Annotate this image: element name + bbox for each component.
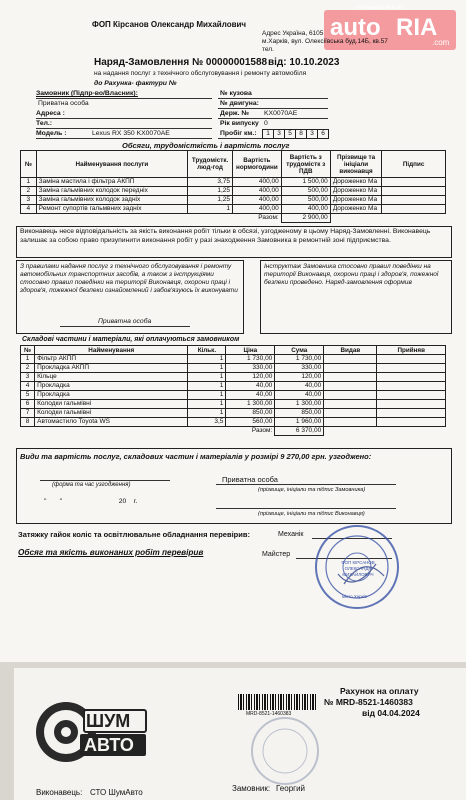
mileage-digit: 3 (274, 130, 285, 139)
part-qty: 1 (188, 364, 226, 373)
services-total-row (21, 214, 446, 223)
service-cost: 500,00 (281, 196, 330, 205)
company-address-2: м.Харків, вул. Олексіївська буд.14Б, кв.57 (262, 38, 388, 45)
service-rate: 400,00 (232, 178, 281, 187)
service-num: 4 (21, 205, 37, 214)
wheels-check-text: Затяжку гайок коліс та освітлювальне обладнання перевірив: (18, 530, 250, 539)
services-total-label: Разом: (258, 214, 279, 222)
body-number-label: № кузова (220, 90, 252, 97)
service-cost: 1 500,00 (281, 178, 330, 187)
order-subtitle: на надання послуг з технічного обслуговування і ремонту автомобіля (94, 70, 307, 77)
executor-value: СТО ШумАвто (90, 788, 143, 797)
mileage-digit: 8 (296, 130, 307, 139)
service-name: Заміна мастила і фільтра АКПП (36, 178, 187, 187)
rules-signer: Приватна особа (98, 318, 152, 325)
watermark-caption: Фотографии Auto.ria (356, 5, 404, 11)
part-sum: 850,00 (275, 409, 324, 418)
table-row (21, 205, 446, 214)
company-name: ФОП Кірсанов Олександр Михайлович (92, 20, 247, 29)
rules-text: З правилами надання послуг з технічного обслуговування і ремонту автомобільних транспортних засобів, а також з інструкціями стосовно правил поведінки на території Виконавця, охорони праці і здоров'я, пожежної безпеки ознайомлений і забов'язуюсь їх виконувати (20, 263, 238, 294)
part-price: 120,00 (226, 373, 275, 382)
part-name: Колодки гальмівні (35, 400, 188, 409)
part-qty: 1 (188, 400, 226, 409)
mileage-digit: 1 (263, 130, 274, 139)
part-sum: 40,00 (275, 391, 324, 400)
watermark-brand-ria: RIA (396, 14, 438, 41)
logo-bottom-text: АВТО (84, 735, 134, 755)
part-qty: 1 (188, 382, 226, 391)
service-hours: 3,75 (188, 178, 233, 187)
model-value: Lexus RX 350 KX0070AE (92, 130, 170, 137)
services-col-cost: Вартість з трудомістк з ПДВ (281, 151, 330, 178)
part-qty: 1 (188, 373, 226, 382)
parts-col-sum: Сума (275, 346, 324, 355)
table-row (21, 418, 446, 427)
table-row (21, 196, 446, 205)
part-name: Колодки гальмівні (35, 409, 188, 418)
order-title: Наряд-Замовлення № 00000001588 (94, 57, 268, 68)
service-cost: 400,00 (281, 205, 330, 214)
service-rate: 400,00 (232, 205, 281, 214)
services-col-num: № (21, 151, 37, 178)
customer-value: Приватна особа (38, 100, 89, 107)
part-name: Фільтр АКПП (35, 355, 188, 364)
parts-col-qty: Кільк. (188, 346, 226, 355)
services-col-sign: Підпис (382, 151, 446, 178)
parts-total-row (21, 427, 446, 436)
model-label: Модель : (36, 130, 67, 137)
service-name: Заміна гальмівних колодок передніх (36, 187, 187, 196)
invoice-document (14, 668, 466, 800)
part-qty: 3,5 (188, 418, 226, 427)
part-num: 4 (21, 382, 35, 391)
year-label: Рік випуску (220, 120, 259, 127)
service-num: 3 (21, 196, 37, 205)
mileage-label: Пробіг км.: (220, 130, 257, 137)
part-num: 7 (21, 409, 35, 418)
agreement-signer-hint: (прізвище, ініціали та підпис Замовника) (258, 487, 366, 493)
quality-check-text: Обсяг та якість виконаних робіт перевірив (18, 548, 204, 557)
part-sum: 40,00 (275, 382, 324, 391)
instruction-text: Інструктаж Замовника стосовно правил поведінки на території Виконавця, охорони праці і здоров'я, пожежної безпеки проведено. Наряд-замовлення оформив (264, 263, 439, 286)
services-section-title: Обсяги, трудомісткість і вартість послуг (122, 141, 290, 150)
parts-col-price: Ціна (226, 346, 275, 355)
master-label: Майстер (262, 551, 291, 558)
invoice-number: № MRD-8521-1460383 (324, 697, 413, 707)
service-worker: Дороженко Ма (330, 205, 381, 214)
part-price: 560,00 (226, 418, 275, 427)
part-name: Прокладка (35, 382, 188, 391)
invoice-stamp-icon (250, 716, 320, 786)
part-num: 6 (21, 400, 35, 409)
table-row (21, 400, 446, 409)
part-name: Кільце (35, 373, 188, 382)
parts-section-title: Складові частини і матеріали, які оплачуються замовником (22, 336, 240, 343)
logo-top-text: ШУМ (86, 711, 131, 731)
mileage-digits (262, 129, 329, 139)
company-address-1: Адрес Україна, 6105 (262, 30, 324, 37)
service-sign (382, 187, 446, 196)
parts-col-num: № (21, 346, 35, 355)
notice-text: Виконавець несе відповідальність за якість виконання робіт тільки в обсязі, узгодженому в цьому Наряд-Замовленні. Виконавець залишає за собою право призупинити виконання робіт у разі знаходження Замовника в ремонтній зоні підприємства. (20, 228, 431, 244)
part-price: 1 730,00 (226, 355, 275, 364)
parts-col-name: Найменування (35, 346, 188, 355)
part-price: 850,00 (226, 409, 275, 418)
agreement-date-line: " " 20 г. (44, 498, 138, 505)
part-sum: 1 960,00 (275, 418, 324, 427)
service-sign (382, 205, 446, 214)
invoice-date: від 04.04.2024 (362, 708, 420, 718)
customer-invoice-label: Замовник: (232, 784, 271, 793)
customer-invoice-value: Георгий (276, 784, 305, 793)
service-hours: 1,25 (188, 187, 233, 196)
service-num: 1 (21, 178, 37, 187)
part-num: 2 (21, 364, 35, 373)
part-price: 40,00 (226, 382, 275, 391)
year-value: 0 (264, 120, 268, 127)
mileage-digit: 3 (307, 130, 318, 139)
table-row (21, 409, 446, 418)
table-row (21, 355, 446, 364)
services-col-hours: Трудомістк. люд-год (188, 151, 233, 178)
plate-value: KX0070AE (264, 110, 298, 117)
executor-label: Виконавець: (36, 788, 83, 797)
mileage-digit: 6 (318, 130, 329, 139)
parts-total-label: Разом: (251, 427, 273, 435)
parts-col-issued: Видав (324, 346, 377, 355)
service-worker: Дороженко Ма (330, 187, 381, 196)
service-name: Заміна гальмівних колодок задніх (36, 196, 187, 205)
service-sign (382, 196, 446, 205)
service-worker: Дороженко Ма (330, 178, 381, 187)
part-num: 5 (21, 391, 35, 400)
invoice-title: Рахунок на оплату (340, 686, 419, 696)
part-qty: 1 (188, 409, 226, 418)
part-qty: 1 (188, 355, 226, 364)
service-hours: 1,25 (188, 196, 233, 205)
part-name: Прокладка АКПП (35, 364, 188, 373)
shumavto-logo-icon (30, 690, 150, 774)
plate-label: Держ. № (220, 110, 249, 117)
table-row (21, 391, 446, 400)
phone-label: Тел.: (36, 120, 53, 127)
stamp-city: місто Харків (342, 594, 367, 599)
order-date: від: 10.10.2023 (268, 57, 340, 68)
service-worker: Дороженко Ма (330, 196, 381, 205)
service-cost: 500,00 (281, 187, 330, 196)
table-row (21, 187, 446, 196)
table-row (21, 364, 446, 373)
mechanic-label: Механік (278, 531, 304, 538)
part-sum: 1 300,00 (275, 400, 324, 409)
part-name: Автомастило Toyota WS (35, 418, 188, 427)
part-sum: 330,00 (275, 364, 324, 373)
part-name: Прокладка (35, 391, 188, 400)
company-phone: тел. (262, 46, 274, 53)
mileage-digit: 5 (285, 130, 296, 139)
agreement-text: Види та вартість послуг, складових частин і матеріалів у розмірі 9 270,00 грн. узгоджено: (20, 452, 372, 461)
engine-number-label: № двигуна: (220, 100, 259, 107)
watermark-brand-auto: auto (330, 14, 381, 41)
part-qty: 1 (188, 391, 226, 400)
services-col-worker: Прізвище та ініціали виконавця (330, 151, 381, 178)
part-price: 40,00 (226, 391, 275, 400)
part-price: 1 300,00 (226, 400, 275, 409)
part-sum: 120,00 (275, 373, 324, 382)
agreement-executor-hint: (прізвище, ініціали та підпис Виконавця) (258, 511, 365, 517)
service-rate: 400,00 (232, 196, 281, 205)
parts-table (20, 345, 446, 436)
part-sum: 1 730,00 (275, 355, 324, 364)
service-num: 2 (21, 187, 37, 196)
parts-total-value: 6 370,00 (275, 427, 324, 436)
order-invoice-ref: до Рахунка- фактури № (94, 80, 177, 87)
service-name: Ремонт супортів гальмвних задніх (36, 205, 187, 214)
table-row (21, 178, 446, 187)
stamp-text: ФОП КІРСАНОВ ОЛЕКСАНДР МИХАЙЛОВИЧ (341, 560, 375, 577)
part-price: 330,00 (226, 364, 275, 373)
part-num: 3 (21, 373, 35, 382)
service-rate: 400,00 (232, 187, 281, 196)
agreement-signer: Приватна особа (222, 475, 278, 484)
services-table (20, 150, 446, 223)
customer-label: Замовник (Підпр-во/Власник): (36, 90, 138, 97)
barcode-text: MRD-8521-1460383 (246, 711, 292, 717)
service-hours: 1 (188, 205, 233, 214)
barcode-icon (238, 694, 318, 710)
part-num: 1 (21, 355, 35, 364)
parts-col-received: Прийняв (377, 346, 446, 355)
address-label: Адреса : (36, 110, 65, 117)
services-col-name: Найменування послуги (36, 151, 187, 178)
service-sign (382, 178, 446, 187)
table-row (21, 382, 446, 391)
table-row (21, 373, 446, 382)
services-total-value: 2 900,00 (281, 214, 330, 223)
services-col-rate: Вартість нормогодини (232, 151, 281, 178)
agreement-form-hint: (форма та час узгодження) (52, 482, 131, 488)
watermark-brand-com: .com (432, 38, 450, 47)
part-num: 8 (21, 418, 35, 427)
